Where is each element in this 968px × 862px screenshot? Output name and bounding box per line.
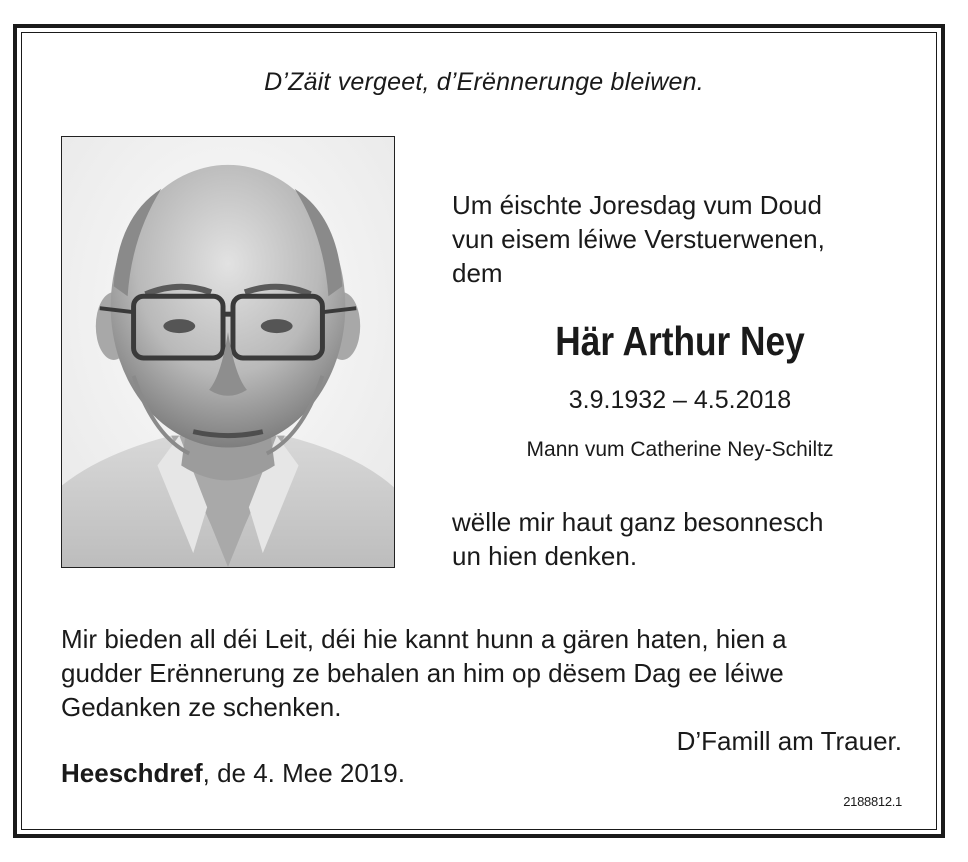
portrait-illustration — [62, 137, 394, 567]
spouse-line: Mann vum Catherine Ney-Schiltz — [526, 438, 834, 461]
remember-line: wëlle mir haut ganz besonnesch — [452, 507, 824, 537]
portrait-photo — [61, 136, 395, 568]
body-paragraph — [61, 622, 911, 724]
remember-text — [452, 505, 922, 573]
body-line: gudder Erënnerung ze behalen an him op dësem Dag ee léiwe — [61, 658, 784, 688]
family-signature: D’Famill am Trauer. — [676, 726, 902, 756]
body-line: Mir bieden all déi Leit, déi hie kannt hunn a gären haten, hien a — [61, 624, 787, 654]
deceased-name: Här Arthur Ney — [555, 318, 805, 364]
life-dates: 3.9.1932 – 4.5.2018 — [568, 386, 792, 414]
place-name: Heeschdref — [61, 758, 203, 788]
reference-number: 2188812.1 — [843, 794, 902, 809]
body-line: Gedanken ze schenken. — [61, 692, 342, 722]
place-date-line — [61, 758, 405, 789]
intro-line: Um éischte Joresdag vum Doud — [452, 190, 822, 220]
remember-line: un hien denken. — [452, 541, 638, 571]
intro-line: dem — [452, 258, 503, 288]
intro-line: vun eisem léiwe Verstuerwenen, — [452, 224, 825, 254]
date-line: , de 4. Mee 2019. — [202, 758, 405, 788]
motto: D’Zäit vergeet, d’Erënnerunge bleiwen. — [264, 68, 704, 96]
intro-text — [452, 188, 922, 290]
